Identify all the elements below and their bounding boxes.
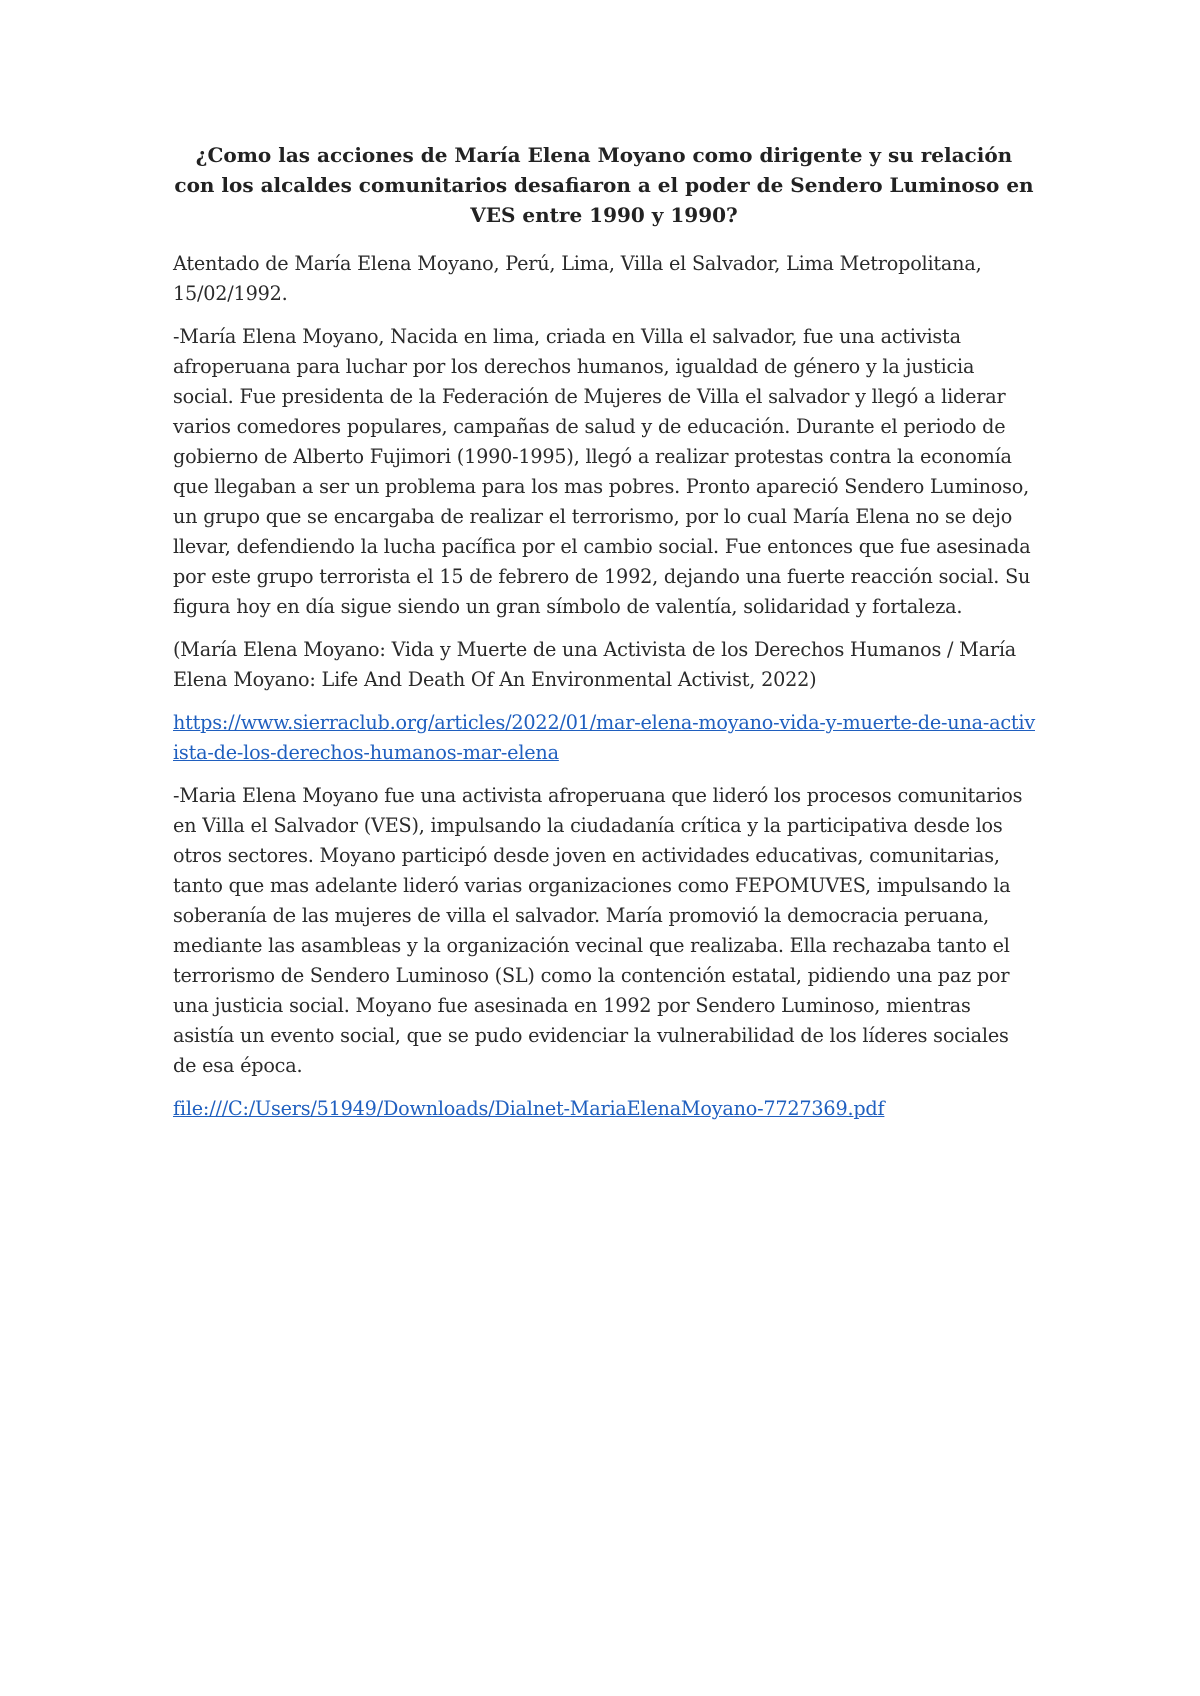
dialnet-pdf-link[interactable]: file:///C:/Users/51949/Downloads/Dialnet-MariaElenaMoyano-7727369.pdf [173, 1097, 885, 1120]
sierraclub-link[interactable]: https://www.sierraclub.org/articles/2022/01/mar-elena-moyano-vida-y-muerte-de-una-activista-de-los-derechos-humanos-mar-elena [173, 711, 1035, 764]
paragraph-1: -María Elena Moyano, Nacida en lima, criada en Villa el salvador, fue una activista afroperuana para luchar por los derechos humanos, igualdad de género y la justicia social. Fue presidenta de la Federación de Mujeres de Villa el salvador y llegó a liderar varios comedores populares, campañas de salud y de educación. Durante el periodo de gobierno de Alberto Fujimori (1990-1995), llegó a realizar protestas contra la economía que llegaban a ser un problema para los mas pobres. Pronto apareció Sendero Luminoso, un grupo que se encargaba de realizar el terrorismo, por lo cual María Elena no se dejo llevar, defendiendo la lucha pacífica por el cambio social. Fue entonces que fue asesinada por este grupo terrorista el 15 de febrero de 1992, dejando una fuerte reacción social. Su figura hoy en día sigue siendo un gran símbolo de valentía, solidaridad y fortaleza. [173, 325, 1031, 618]
document-content [173, 140, 1035, 1137]
document-title: ¿Como las acciones de María Elena Moyano como dirigente y su relación con los alcaldes comunitarios desafiaron a el poder de Sendero Luminoso en VES entre 1990 y 1990? [174, 143, 1034, 227]
paragraph-2: -Maria Elena Moyano fue una activista afroperuana que lideró los procesos comunitarios en Villa el Salvador (VES), impulsando la ciudadanía crítica y la participativa desde los otros sectores. Moyano participó desde joven en actividades educativas, comunitarias, tanto que mas adelante lideró varias organizaciones como FEPOMUVES, impulsando la soberanía de las mujeres de villa el salvador. María promovió la democracia peruana, mediante las asambleas y la organización vecinal que realizaba. Ella rechazaba tanto el terrorismo de Sendero Luminoso (SL) como la contención estatal, pidiendo una paz por una justicia social. Moyano fue asesinada en 1992 por Sendero Luminoso, mientras asistía un evento social, que se pudo evidenciar la vulnerabilidad de los líderes sociales de esa época. [173, 784, 1023, 1077]
citation-1: (María Elena Moyano: Vida y Muerte de una Activista de los Derechos Humanos / María Elena Moyano: Life And Death Of An Environmental Activist, 2022) [173, 638, 1017, 691]
event-line: Atentado de María Elena Moyano, Perú, Lima, Villa el Salvador, Lima Metropolitana, 15/02/1992. [173, 252, 982, 305]
